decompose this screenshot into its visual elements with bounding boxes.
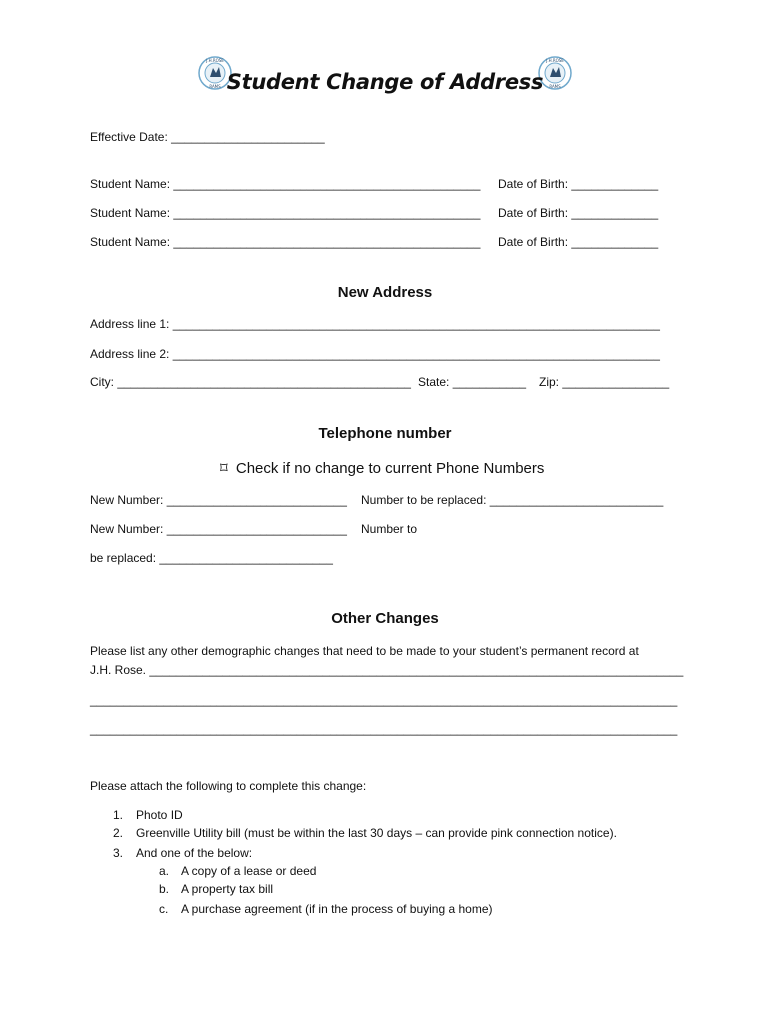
- new-number-field-1[interactable]: New Number: ___________________________: [90, 493, 347, 507]
- date-of-birth-field-1[interactable]: Date of Birth: _____________: [498, 177, 659, 191]
- zip-field[interactable]: Zip: ________________: [539, 375, 670, 389]
- other-changes-instructions: Please list any other demographic changes that need to be made to your student’s permanent record at: [90, 644, 639, 658]
- sub-list-item-letter: c.: [159, 902, 169, 916]
- student-name-field-3[interactable]: Student Name: ______________________________________________: [90, 235, 481, 249]
- list-item-number: 2.: [113, 826, 124, 840]
- checkbox-icon[interactable]: ⌑: [220, 459, 228, 477]
- list-item-number: 3.: [113, 846, 124, 860]
- sub-list-item-letter: a.: [159, 864, 170, 878]
- page-title: Student Change of Address: [226, 70, 544, 94]
- number-replaced-field-1[interactable]: Number to be replaced: __________________________: [361, 493, 664, 507]
- effective-date-field[interactable]: Effective Date: _______________________: [90, 130, 325, 144]
- list-item: Greenville Utility bill (must be within the last 30 days – can provide pink connection notice).: [136, 826, 617, 840]
- sub-list-item: A copy of a lease or deed: [181, 864, 317, 878]
- new-number-field-2[interactable]: New Number: ___________________________: [90, 522, 347, 536]
- list-item-number: 1.: [113, 808, 124, 822]
- other-changes-field-2[interactable]: ________________________________________________________________________________________: [90, 693, 678, 707]
- svg-text:J.H.ROSE: J.H.ROSE: [206, 58, 224, 63]
- city-field[interactable]: City: ____________________________________________: [90, 375, 411, 389]
- student-name-field-2[interactable]: Student Name: ______________________________________________: [90, 206, 481, 220]
- number-replaced-field-2[interactable]: be replaced: __________________________: [90, 551, 333, 565]
- other-changes-field-1[interactable]: J.H. Rose. ________________________________________________________________________________: [90, 663, 684, 677]
- svg-text:J.H.ROSE: J.H.ROSE: [546, 58, 564, 63]
- date-of-birth-field-2[interactable]: Date of Birth: _____________: [498, 206, 659, 220]
- address-line-1-field[interactable]: Address line 1: _________________________________________________________________________: [90, 317, 660, 331]
- svg-text:RAMS: RAMS: [209, 84, 221, 89]
- student-name-field-1[interactable]: Student Name: ______________________________________________: [90, 177, 481, 191]
- sub-list-item-letter: b.: [159, 882, 170, 896]
- number-replaced-label-2: Number to: [361, 522, 418, 536]
- svg-text:RAMS: RAMS: [549, 84, 561, 89]
- new-address-heading: New Address: [337, 284, 433, 301]
- other-changes-heading: Other Changes: [331, 610, 439, 627]
- telephone-heading: Telephone number: [318, 425, 452, 442]
- other-changes-field-3[interactable]: ________________________________________________________________________________________: [90, 722, 678, 736]
- state-field[interactable]: State: ___________: [418, 375, 527, 389]
- attachments-intro: Please attach the following to complete this change:: [90, 779, 367, 793]
- list-item: Photo ID: [136, 808, 183, 822]
- no-change-label: Check if no change to current Phone Numbers: [235, 460, 545, 477]
- sub-list-item: A property tax bill: [181, 882, 274, 896]
- sub-list-item: A purchase agreement (if in the process of buying a home): [181, 902, 493, 916]
- address-line-2-field[interactable]: Address line 2: _________________________________________________________________________: [90, 347, 660, 361]
- no-change-checkbox-row[interactable]: [220, 459, 544, 478]
- date-of-birth-field-3[interactable]: Date of Birth: _____________: [498, 235, 659, 249]
- list-item: And one of the below:: [136, 846, 253, 860]
